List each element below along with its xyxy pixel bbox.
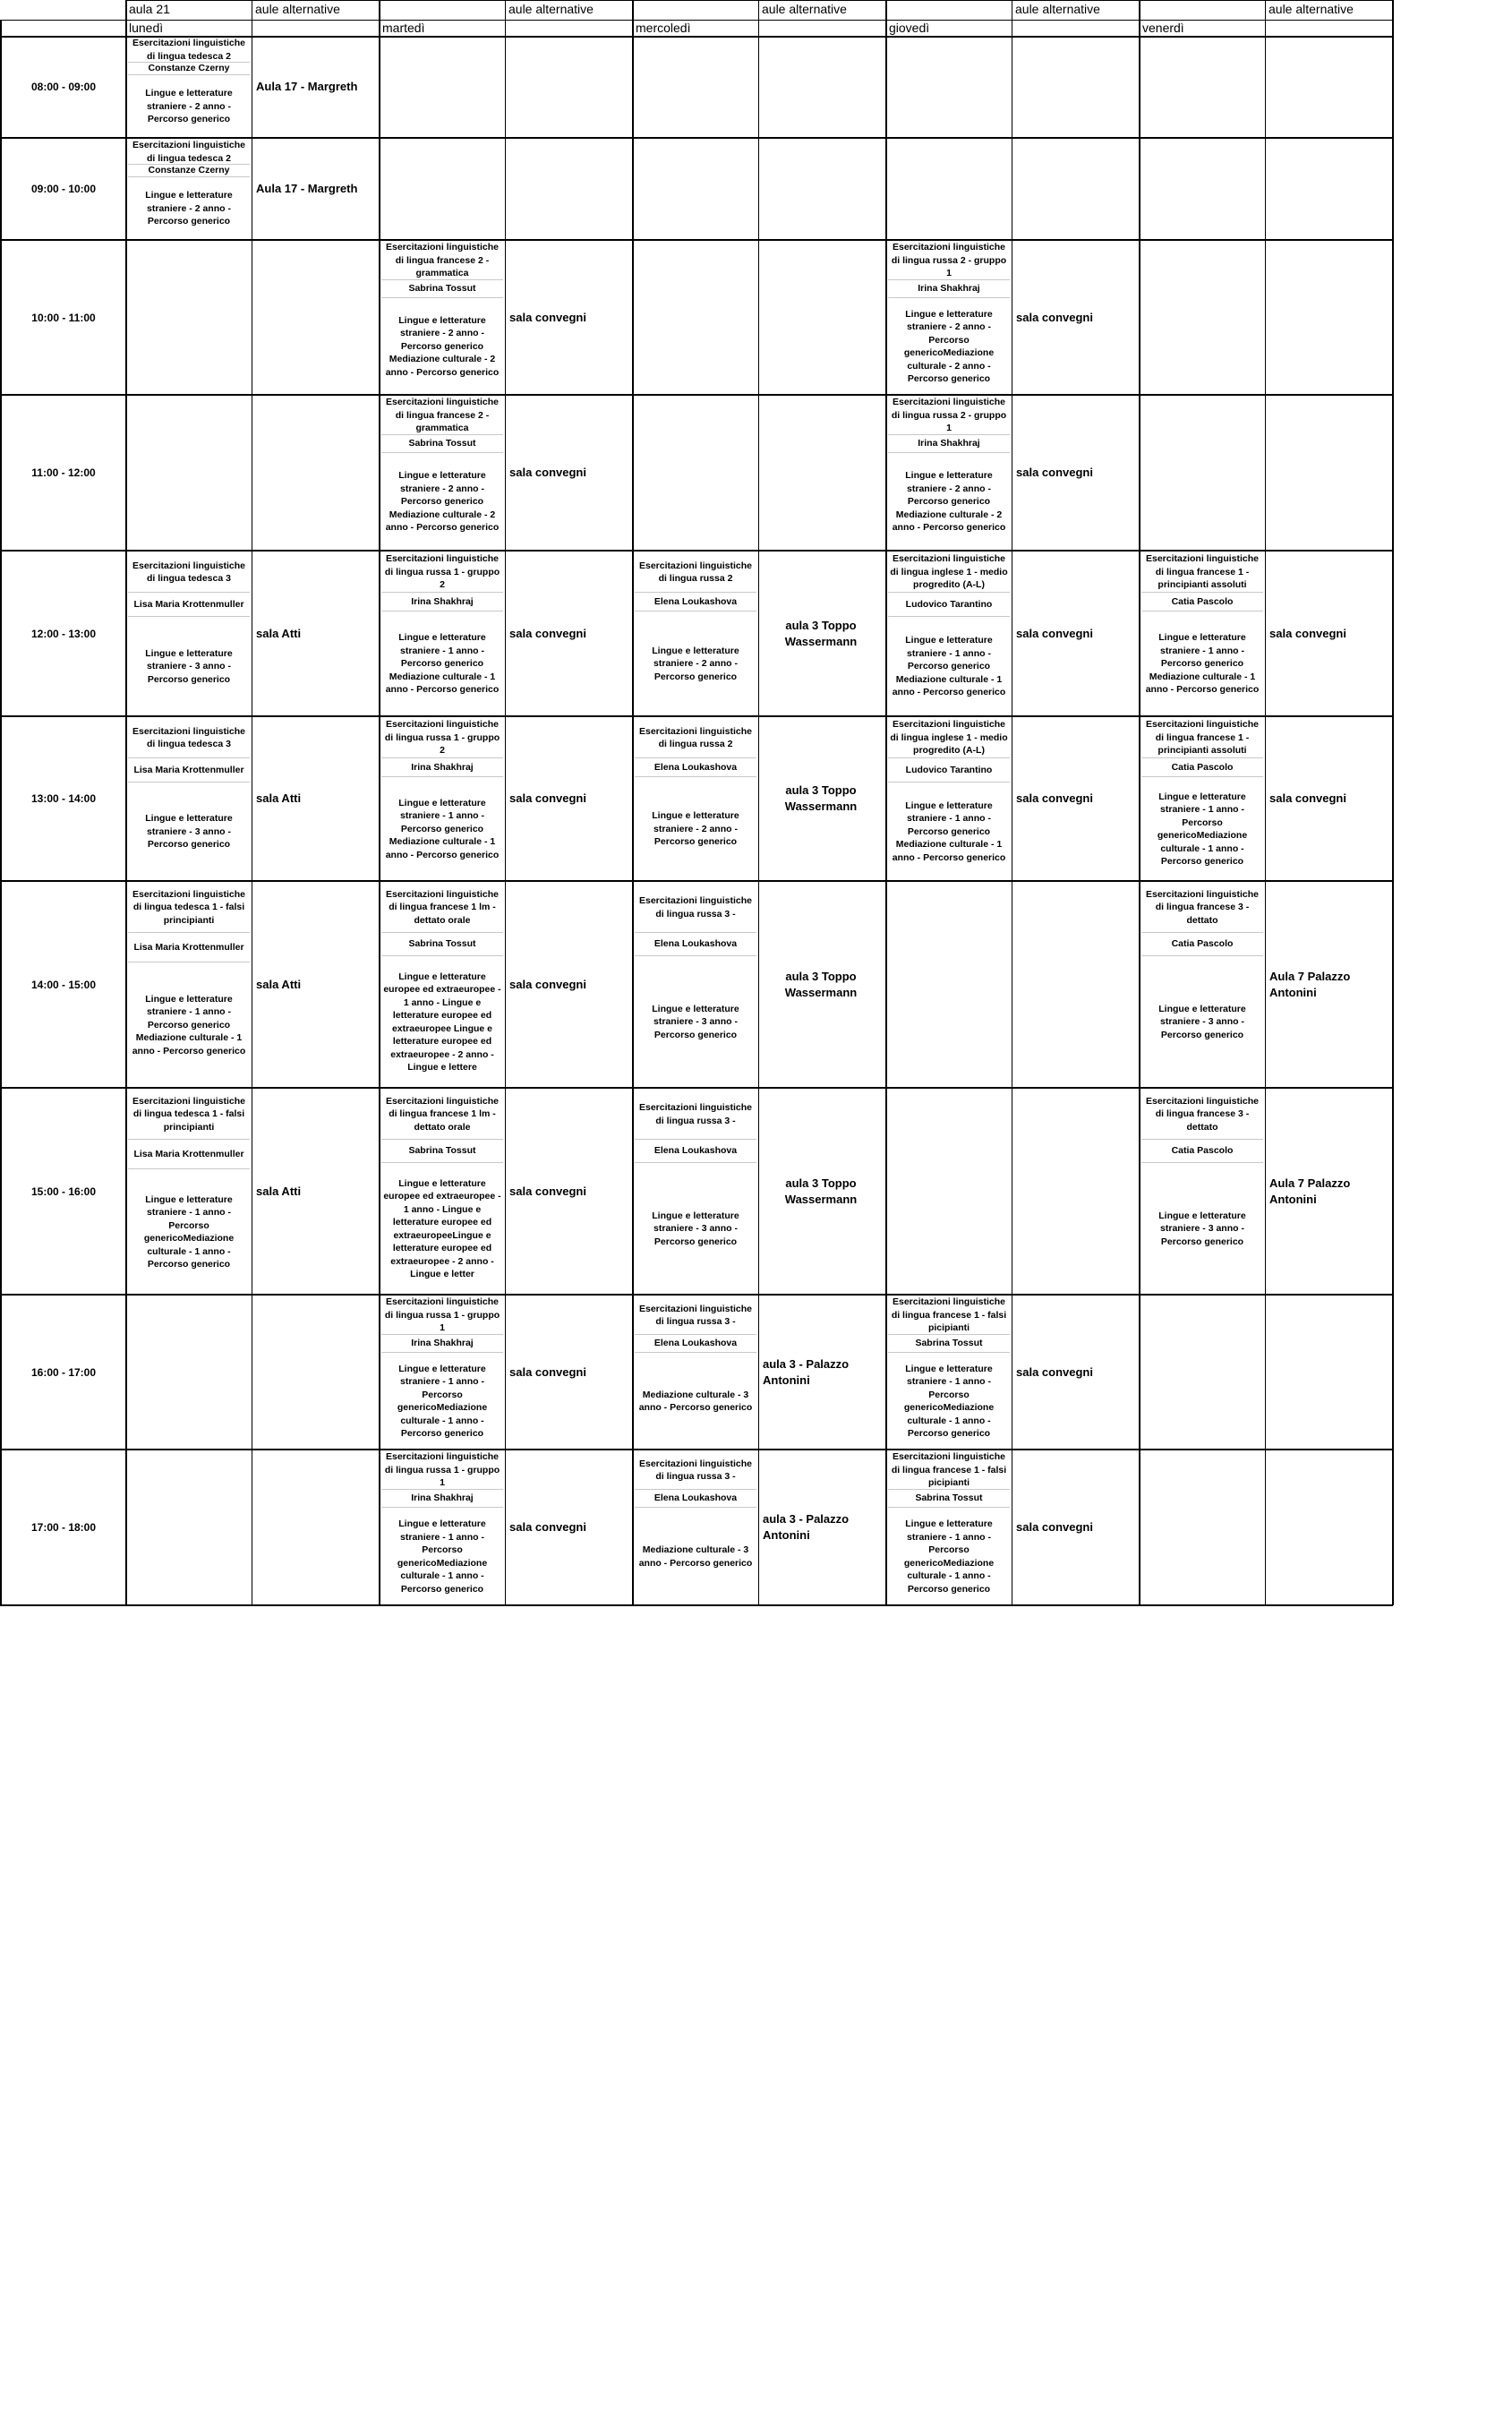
teacher-name: Lisa Maria Krottenmuller: [133, 764, 244, 775]
time-slot-label: 17:00 - 18:00: [30, 1521, 97, 1534]
alternative-rooms-header: [380, 2, 507, 18]
degree-program: Lingue e letterature straniere - 3 anno - Percorso generico: [652, 1210, 739, 1247]
course-name: Esercitazioni linguistiche di lingua russa 2: [638, 560, 753, 584]
degree-program: Lingue e letterature straniere - 1 anno - Percorso genericoMediazione culturale - 1 anno - Percorso generico: [1157, 791, 1248, 867]
degree-program: Lingue e letterature straniere - 2 anno - Percorso generico: [145, 88, 233, 125]
course-name: Esercitazioni linguistiche di lingua tedesca 1 - falsi principianti: [132, 888, 246, 926]
degree-program: Lingue e letterature straniere - 1 anno - Percorso genericoMediazione culturale - 1 anno - Percorso generico: [903, 1518, 995, 1595]
degree-program: Lingue e letterature straniere - 3 anno - Percorso generico: [652, 1003, 739, 1040]
degree-program: Lingue e letterature straniere - 2 anno - Percorso generico Mediazione culturale - 2 anno - Percorso generico: [385, 314, 500, 378]
time-slot-label: 12:00 - 13:00: [30, 627, 97, 640]
alternative-rooms-header: aule alternative: [508, 2, 594, 16]
alternative-rooms-header: aule alternative: [1269, 2, 1354, 16]
room-label: sala convegni: [1269, 791, 1346, 805]
room-label: aula 3 - Palazzo Antonini: [763, 1356, 850, 1387]
teacher-name: Ludovico Tarantino: [905, 598, 993, 610]
room-label: sala Atti: [256, 1184, 302, 1198]
time-slot-label: 15:00 - 16:00: [30, 1185, 97, 1198]
room-label: aula 3 Toppo Wassermann: [784, 1176, 858, 1206]
teacher-name: Constanze Czerny: [148, 63, 230, 74]
course-name: Esercitazioni linguistiche di lingua francese 3 - dettato: [1145, 1095, 1260, 1133]
course-name: Esercitazioni linguistiche di lingua russa 2 - gruppo 1: [891, 242, 1007, 279]
course-name: Esercitazioni linguistiche di lingua russa 3 -: [638, 1303, 753, 1327]
room-label: sala convegni: [509, 1184, 586, 1198]
time-slot-label: 14:00 - 15:00: [30, 978, 97, 991]
room-label: sala convegni: [1016, 626, 1093, 640]
day-header-blank: [252, 21, 380, 36]
column-border: [758, 0, 759, 1605]
degree-program: Lingue e letterature straniere - 1 anno - Percorso generico Mediazione culturale - 1 anno - Percorso generico: [132, 993, 246, 1056]
course-name: Esercitazioni linguistiche di lingua russa 2: [638, 725, 753, 749]
course-name: Esercitazioni linguistiche di lingua tedesca 3: [132, 560, 246, 584]
course-name: Esercitazioni linguistiche di lingua francese 3 - dettato: [1145, 888, 1260, 926]
teacher-name: Catia Pascolo: [1171, 595, 1234, 607]
degree-program: Lingue e letterature straniere - 1 anno - Percorso genericoMediazione culturale - 1 anno - Percorso generico: [143, 1193, 235, 1270]
day-header-tuesday: martedì: [382, 21, 425, 35]
degree-program: Lingue e letterature straniere - 1 anno - Percorso generico Mediazione culturale - 1 anno - Percorso generico: [892, 800, 1006, 863]
degree-program: Lingue e letterature straniere - 2 anno - Percorso generico: [652, 810, 739, 848]
degree-program: Lingue e letterature straniere - 1 anno - Percorso generico Mediazione culturale - 1 anno - Percorso generico: [385, 632, 500, 696]
room-label: sala convegni: [509, 1364, 586, 1379]
time-slot-label: 16:00 - 17:00: [30, 1365, 97, 1379]
course-name: Esercitazioni linguistiche di lingua russa 3 -: [638, 895, 753, 919]
course-name: Esercitazioni linguistiche di lingua francese 1 - principianti assoluti: [1145, 719, 1260, 757]
day-header-blank: [1012, 21, 1140, 36]
day-header-thursday: giovedì: [889, 21, 930, 35]
room-label: sala convegni: [509, 466, 586, 479]
teacher-name: Irina Shakhraj: [411, 1338, 474, 1349]
time-slot-label: 13:00 - 14:00: [30, 792, 97, 805]
teacher-name: Elena Loukashova: [653, 1492, 738, 1504]
day-header-blank: [1266, 21, 1394, 36]
column-border: [1392, 0, 1394, 1605]
degree-program: Lingue e letterature straniere - 2 anno - Percorso generico Mediazione culturale - 2 anno - Percorso generico: [892, 470, 1006, 534]
room-label: sala convegni: [1016, 1364, 1093, 1379]
course-name: Esercitazioni linguistiche di lingua tedesca 2: [132, 38, 246, 62]
degree-program: Lingue e letterature straniere - 3 anno - Percorso generico: [145, 647, 233, 685]
course-name: Esercitazioni linguistiche di lingua inglese 1 - medio progredito (A-L): [890, 553, 1008, 591]
degree-program: Lingue e letterature straniere - 1 anno - Percorso genericoMediazione culturale - 1 anno - Percorso generico: [397, 1363, 488, 1439]
day-header-blank: [759, 21, 887, 36]
teacher-name: Catia Pascolo: [1171, 1145, 1234, 1157]
teacher-name: Sabrina Tossut: [408, 1145, 476, 1157]
degree-program: Mediazione culturale - 3 anno - Percorso generico: [638, 1544, 753, 1569]
degree-program: Lingue e letterature straniere - 1 anno - Percorso generico Mediazione culturale - 1 anno - Percorso generico: [892, 635, 1006, 698]
column-border: [505, 0, 506, 1605]
column-border: [1265, 0, 1266, 1605]
room-label: aula 3 Toppo Wassermann: [784, 618, 858, 648]
room-label: aula 3 Toppo Wassermann: [784, 969, 858, 999]
course-name: Esercitazioni linguistiche di lingua russa 1 - gruppo 1: [384, 1451, 500, 1489]
degree-program: Lingue e letterature straniere - 3 anno - Percorso generico: [1158, 1003, 1246, 1040]
course-name: Esercitazioni linguistiche di lingua francese 1 - falsi picipianti: [891, 1296, 1007, 1334]
room-label: sala convegni: [1016, 791, 1093, 805]
teacher-name: Elena Loukashova: [653, 938, 738, 950]
teacher-name: Irina Shakhraj: [411, 761, 474, 773]
room-label: sala convegni: [509, 626, 586, 640]
column-border: [632, 0, 634, 1605]
teacher-name: Ludovico Tarantino: [905, 764, 993, 775]
degree-program: Mediazione culturale - 3 anno - Percorso generico: [638, 1389, 753, 1413]
degree-program: Lingue e letterature straniere - 1 anno - Percorso genericoMediazione culturale - 1 anno - Percorso generico: [397, 1518, 488, 1595]
room-label: sala convegni: [1016, 466, 1093, 479]
day-header-friday: venerdì: [1142, 21, 1184, 35]
column-border: [885, 0, 887, 1605]
room-label: sala Atti: [256, 977, 302, 991]
degree-program: Lingue e letterature europee ed extraeuropee - 1 anno - Lingue e letterature europee ed extraeuropeeLingue e letterature europee ed extraeuropee - 2 anno - Lingue e letter: [383, 1177, 501, 1279]
teacher-name: Constanze Czerny: [148, 165, 230, 176]
teacher-name: Sabrina Tossut: [408, 283, 476, 295]
column-border: [379, 0, 380, 1605]
degree-program: Lingue e letterature straniere - 3 anno - Percorso generico: [145, 813, 233, 851]
main-room-header: aula 21: [129, 2, 170, 16]
course-name: Esercitazioni linguistiche di lingua russa 2 - gruppo 1: [891, 397, 1007, 434]
course-name: Esercitazioni linguistiche di lingua francese 2 - grammatica: [385, 242, 500, 279]
course-name: Esercitazioni linguistiche di lingua francese 1 lm - dettato orale: [385, 1095, 500, 1133]
row-border: [0, 550, 1393, 552]
alternative-rooms-header: [886, 2, 1013, 18]
course-name: Esercitazioni linguistiche di lingua francese 1 - principianti assoluti: [1145, 553, 1260, 591]
alternative-rooms-header: [1140, 2, 1267, 18]
teacher-name: Sabrina Tossut: [915, 1492, 983, 1504]
room-label: aula 3 - Palazzo Antonini: [763, 1512, 850, 1542]
teacher-name: Sabrina Tossut: [915, 1338, 983, 1349]
room-label: Aula 7 Palazzo Antonini: [1269, 1176, 1351, 1206]
teacher-name: Sabrina Tossut: [408, 438, 476, 449]
column-border: [125, 0, 127, 1605]
teacher-name: Irina Shakhraj: [411, 595, 474, 607]
teacher-name: Irina Shakhraj: [411, 1492, 474, 1504]
course-name: Esercitazioni linguistiche di lingua inglese 1 - medio progredito (A-L): [890, 719, 1008, 757]
day-header-wednesday: mercoledì: [636, 21, 691, 35]
day-header-monday: lunedì: [129, 21, 164, 35]
room-label: sala convegni: [1016, 1520, 1093, 1534]
room-label: sala convegni: [1269, 626, 1346, 640]
alternative-rooms-header: aule alternative: [255, 2, 340, 16]
course-name: Esercitazioni linguistiche di lingua francese 1 - falsi picipianti: [891, 1451, 1007, 1489]
degree-program: Lingue e letterature straniere - 2 anno - Percorso generico: [145, 190, 233, 227]
teacher-name: Lisa Maria Krottenmuller: [133, 1148, 244, 1159]
room-label: sala convegni: [1016, 310, 1093, 324]
degree-program: Lingue e letterature straniere - 1 anno - Percorso generico Mediazione culturale - 1 anno - Percorso generico: [1145, 632, 1260, 696]
time-slot-label: 08:00 - 09:00: [30, 81, 97, 93]
room-label: Aula 17 - Margreth: [256, 80, 358, 93]
time-slot-label: 11:00 - 12:00: [31, 466, 96, 479]
teacher-name: Irina Shakhraj: [918, 438, 980, 449]
alternative-rooms-header: aule alternative: [1015, 2, 1100, 16]
row-border: [0, 394, 1393, 396]
degree-program: Lingue e letterature europee ed extraeuropee - 1 anno - Lingue e letterature europee ed extraeuropee Lingue e letterature europee ed extraeuropee - 2 anno - Lingue e lettere: [383, 971, 501, 1073]
course-name: Esercitazioni linguistiche di lingua russa 3 -: [638, 1458, 753, 1482]
degree-program: Lingue e letterature straniere - 2 anno - Percorso genericoMediazione culturale - 2 anno - Percorso generico: [903, 308, 995, 384]
room-label: sala convegni: [509, 977, 586, 991]
room-label: Aula 17 - Margreth: [256, 182, 358, 195]
course-name: Esercitazioni linguistiche di lingua tedesca 1 - falsi principianti: [132, 1095, 246, 1133]
column-border: [1139, 0, 1140, 1605]
room-label: sala convegni: [509, 791, 586, 805]
teacher-name: Catia Pascolo: [1171, 938, 1234, 950]
room-label: sala Atti: [256, 626, 302, 640]
course-name: Esercitazioni linguistiche di lingua russa 1 - gruppo 2: [384, 553, 500, 591]
course-name: Esercitazioni linguistiche di lingua francese 1 lm - dettato orale: [385, 888, 500, 926]
alternative-rooms-header: [633, 2, 760, 18]
alternative-rooms-header: aule alternative: [762, 2, 847, 16]
room-label: sala convegni: [509, 1520, 586, 1534]
course-name: Esercitazioni linguistiche di lingua russa 1 - gruppo 1: [384, 1296, 500, 1334]
room-label: sala convegni: [509, 310, 586, 324]
teacher-name: Catia Pascolo: [1171, 761, 1234, 773]
teacher-name: Lisa Maria Krottenmuller: [133, 941, 244, 953]
course-name: Esercitazioni linguistiche di lingua tedesca 2: [132, 140, 246, 164]
teacher-name: Irina Shakhraj: [918, 283, 980, 295]
degree-program: Lingue e letterature straniere - 3 anno - Percorso generico: [1158, 1210, 1246, 1247]
degree-program: Lingue e letterature straniere - 2 anno - Percorso generico Mediazione culturale - 2 anno - Percorso generico: [385, 470, 500, 534]
table-top-border: [126, 0, 1393, 1]
teacher-name: Sabrina Tossut: [408, 938, 476, 950]
teacher-name: Elena Loukashova: [653, 1338, 738, 1349]
day-header-blank: [506, 21, 634, 36]
teacher-name: Elena Loukashova: [653, 761, 738, 773]
course-name: Esercitazioni linguistiche di lingua russa 1 - gruppo 2: [384, 719, 500, 757]
teacher-name: Elena Loukashova: [653, 1145, 738, 1157]
time-slot-label: 10:00 - 11:00: [31, 311, 96, 324]
room-label: Aula 7 Palazzo Antonini: [1269, 969, 1351, 999]
degree-program: Lingue e letterature straniere - 1 anno - Percorso generico Mediazione culturale - 1 anno - Percorso generico: [385, 797, 500, 860]
teacher-name: Lisa Maria Krottenmuller: [133, 598, 244, 610]
room-label: sala Atti: [256, 791, 302, 805]
course-name: Esercitazioni linguistiche di lingua francese 2 - grammatica: [385, 397, 500, 434]
room-label: aula 3 Toppo Wassermann: [784, 783, 858, 813]
degree-program: Lingue e letterature straniere - 1 anno - Percorso genericoMediazione culturale - 1 anno - Percorso generico: [903, 1363, 995, 1439]
course-name: Esercitazioni linguistiche di lingua russa 3 -: [638, 1102, 753, 1126]
teacher-name: Elena Loukashova: [653, 595, 738, 607]
degree-program: Lingue e letterature straniere - 2 anno - Percorso generico: [652, 645, 739, 682]
course-name: Esercitazioni linguistiche di lingua tedesca 3: [132, 725, 246, 749]
time-slot-label: 09:00 - 10:00: [30, 183, 97, 195]
